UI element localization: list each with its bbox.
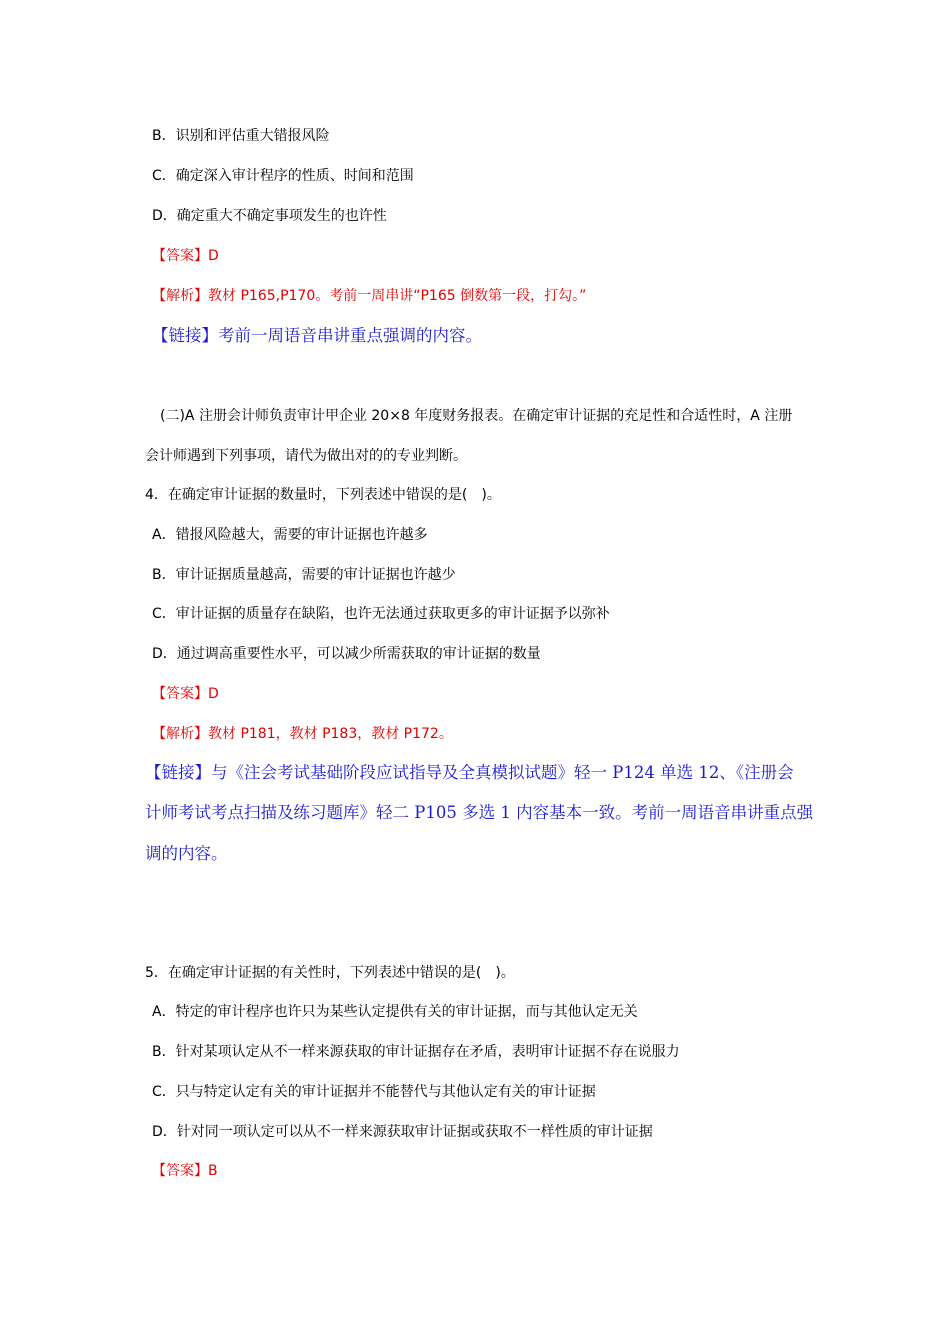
link-text: 【链接】考前一周语音串讲重点强调的内容。 [152, 326, 482, 345]
question-5: 5．在确定审计证据的有关性时，下列表述中错误的是( )。 [145, 965, 515, 981]
q4-answer: 【答案】D [152, 686, 219, 702]
q5-option-c: C．只与特定认定有关的审计证据并不能替代与其他认定有关的审计证据 [152, 1084, 596, 1100]
q4-option-d: D．通过调高重要性水平，可以减少所需获取的审计证据的数量 [152, 646, 541, 662]
q4-analysis: 【解析】教材 P181，教材 P183，教材 P172。 [152, 726, 453, 742]
q5-answer: 【答案】B [152, 1163, 218, 1179]
analysis-text: 【解析】教材 P165,P170。考前一周串讲“P165 倒数第一段，打勾。” [152, 288, 587, 304]
q4-option-c: C．审计证据的质量存在缺陷，也许无法通过获取更多的审计证据予以弥补 [152, 606, 610, 622]
question-4: 4．在确定审计证据的数量时，下列表述中错误的是( )。 [145, 487, 501, 503]
q4-option-a: A．错报风险越大，需要的审计证据也许越多 [152, 527, 428, 543]
q4-option-b: B．审计证据质量越高，需要的审计证据也许越少 [152, 567, 456, 583]
option-b: B．识别和评估重大错报风险 [152, 128, 330, 144]
q5-option-d: D．针对同一项认定可以从不一样来源获取审计证据或获取不一样性质的审计证据 [152, 1124, 653, 1140]
q4-link-line-1: 【链接】与《注会考试基础阶段应试指导及全真模拟试题》轻一 P124 单选 12、《注册会 [145, 763, 794, 782]
q4-link-line-2: 计师考试考点扫描及练习题库》轻二 P105 多选 1 内容基本一致。考前一周语音串讲重点强 [145, 803, 814, 822]
option-c: C．确定深入审计程序的性质、时间和范围 [152, 168, 414, 184]
q5-option-a: A．特定的审计程序也许只为某些认定提供有关的审计证据，而与其他认定无关 [152, 1004, 638, 1020]
q4-link-line-3: 调的内容。 [145, 844, 228, 863]
q5-option-b: B．针对某项认定从不一样来源获取的审计证据存在矛盾，表明审计证据不存在说服力 [152, 1044, 680, 1060]
case-intro: (二)A 注册会计师负责审计甲企业 20×8 年度财务报表。在确定审计证据的充足性和合适性时，A 注册 [160, 408, 793, 424]
option-d: D．确定重大不确定事项发生的也许性 [152, 208, 387, 224]
case-intro-continued: 会计师遇到下列事项，请代为做出对的的专业判断。 [145, 448, 467, 464]
answer-label: 【答案】D [152, 248, 219, 264]
